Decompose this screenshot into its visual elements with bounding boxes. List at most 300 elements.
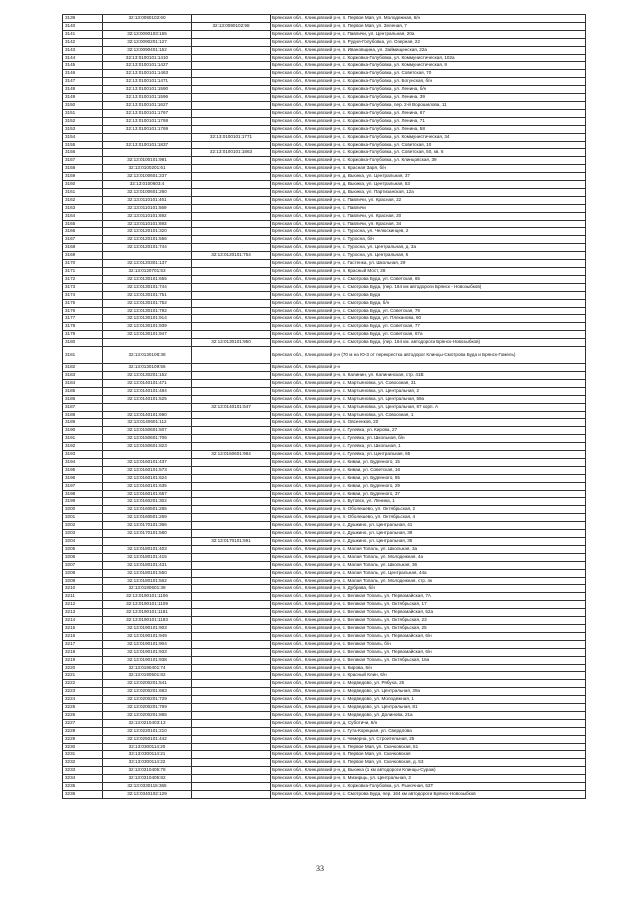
row-number-cell: 3172 [63,275,103,283]
table-row [63,46,586,54]
cadastral-number-alt-cell [192,727,271,735]
cadastral-number-cell: 32:13:0160101:437 [103,458,192,466]
table-row [63,411,586,419]
cadastral-number-cell: 32:13:0300114:20 [103,743,192,751]
row-number-cell: 3187 [63,403,103,411]
address-cell: Брянская обл., Клинцовский р-н, с. Туросна, ул. Центральная, 5 [271,252,586,260]
row-number-cell: 3235 [63,783,103,791]
cadastral-number-alt-cell [192,601,271,609]
row-number-cell: 3151 [63,109,103,117]
cadastral-number-cell [103,252,192,260]
row-number-cell: 3160 [63,181,103,189]
address-cell: Брянская обл., Клинцовский р-н, с. Душкино, ул. Центральная, 41 [271,522,586,530]
cadastral-number-cell: 32:13:0190401:74 [103,664,192,672]
table-row [63,38,586,46]
table-row [63,593,586,601]
cadastral-number-alt-cell [192,609,271,617]
cadastral-number-alt-cell: 32:13:0090102:98 [192,22,271,30]
table-row [63,561,586,569]
cadastral-number-cell: 32:13:0190101:1106 [103,593,192,601]
address-cell: Брянская обл., Клинцовский р-н, п. Ивановщина, ул. Займищенская, 22а [271,46,586,54]
row-number-cell: 3149 [63,94,103,102]
table-row [63,323,586,331]
cadastral-number-alt-cell [192,125,271,133]
row-number-cell: 3192 [63,443,103,451]
table-row [63,632,586,640]
address-cell: Брянская обл., Клинцовский р-н, с. Коржовка-Голубовка, ул. Ленина, б/н [271,86,586,94]
table-row [63,751,586,759]
address-cell: Брянская обл., Клинцовский р-н, с. Смотрова Буда [271,291,586,299]
table-row [63,86,586,94]
table-row [63,443,586,451]
table-row [63,585,586,593]
table-row [63,204,586,212]
table-row [63,451,586,459]
address-cell: Брянская обл., Клинцовский р-н, с. Коржовка-Голубовка, ул. Клинцовская, 39 [271,157,586,165]
row-number-cell: 3144 [63,54,103,62]
table-row [63,719,586,727]
table-row [63,545,586,553]
address-cell: Брянская обл., Клинцовский р-н, д. Вьюнка, ул. Партизанская, 12а [271,188,586,196]
cadastral-number-alt-cell [192,283,271,291]
cadastral-number-alt-cell [192,577,271,585]
address-cell: Брянская обл., Клинцовский р-н, с. Павличи, ул. Красная, 22 [271,196,586,204]
table-row [63,212,586,220]
table-row [63,228,586,236]
table-row [63,640,586,648]
address-cell: Брянская обл., Клинцовский р-н, с. Киваи, ул. Буденного, 37 [271,490,586,498]
cadastral-number-cell: 32:13:0120101:556 [103,236,192,244]
cadastral-number-cell: 32:13:0100101:1837 [103,141,192,149]
row-number-cell: 3195 [63,466,103,474]
row-number-cell: 3207 [63,561,103,569]
cadastral-number-alt-cell [192,109,271,117]
address-cell: Брянская обл., Клинцовский р-н, с. Мартьяновка, ул. Центральная, 67 корп. А [271,403,586,411]
row-number-cell: 3204 [63,538,103,546]
cadastral-number-alt-cell: 32:13:0150601:984 [192,451,271,459]
table-row [63,482,586,490]
cadastral-number-cell: 32:13:0090201:127 [103,38,192,46]
cadastral-number-alt-cell [192,307,271,315]
cadastral-number-alt-cell [192,522,271,530]
cadastral-number-cell: 32:13:0140601:112 [103,419,192,427]
table-row [63,236,586,244]
cadastral-number-alt-cell [192,173,271,181]
row-number-cell: 3215 [63,624,103,632]
cadastral-number-alt-cell [192,236,271,244]
address-cell: Брянская обл., Клинцовский р-н, с. Смотрова Буда, (пер. 164 км. автодороги Брянск-Новозыбков) [271,339,586,347]
row-number-cell: 3184 [63,379,103,387]
address-cell: Брянская обл., Клинцовский р-н, с. Коржовка-Голубовка, ул. Ленина, 39 [271,94,586,102]
table-row [63,617,586,625]
table-row [63,117,586,125]
cadastral-number-cell: 32:13:0190101:1109 [103,601,192,609]
cadastral-number-cell: 32:13:0130101:744 [103,283,192,291]
row-number-cell: 3185 [63,387,103,395]
cadastral-number-alt-cell [192,751,271,759]
cadastral-number-alt-cell [192,624,271,632]
cadastral-number-cell: 32:13:0180601:38 [103,585,192,593]
cadastral-number-alt-cell [192,315,271,323]
cadastral-number-cell: 32:13:0150601:706 [103,435,192,443]
cadastral-number-cell [103,22,192,30]
address-cell: Брянская обл., Клинцовский р-н, с. Туросна, б/н [271,236,586,244]
table-row [63,466,586,474]
cadastral-number-cell: 32:13:0180101:403 [103,545,192,553]
cadastral-number-cell: 32:13:0120101:320 [103,228,192,236]
table-row [63,141,586,149]
row-number-cell: 3222 [63,680,103,688]
row-number-cell: 3161 [63,188,103,196]
address-cell: Брянская обл., Клинцовский р-н, с. Коржовка-Голубовка, ул. Коммунистическая, 34 [271,133,586,141]
row-number-cell: 3153 [63,125,103,133]
table-row [63,783,586,791]
address-cell: Брянская обл., Клинцовский р-н, с. Туросна, ул. Челюскинцев, 2 [271,228,586,236]
row-number-cell: 3190 [63,427,103,435]
cadastral-number-alt-cell [192,474,271,482]
address-cell: Брянская обл., Клинцовский р-н, с. Великая Топаль, ул. Октябрьская, 17 [271,601,586,609]
cadastral-number-alt-cell: 32:13:0100101:1863 [192,149,271,157]
registry-sheet [62,14,578,799]
cadastral-number-alt-cell [192,38,271,46]
cadastral-number-cell: 32:13:0100101:1768 [103,117,192,125]
table-row [63,181,586,189]
row-number-cell: 3141 [63,30,103,38]
cadastral-number-alt-cell [192,490,271,498]
address-cell: Брянская обл., Клинцовский р-н, с. Великая Топаль, ул. Первомайская, 6/н [271,632,586,640]
row-number-cell: 3206 [63,553,103,561]
address-cell: Брянская обл., Клинцовский р-н, с. Мартьяновка, ул. Совхозная, 31 [271,379,586,387]
table-row [63,315,586,323]
row-number-cell: 3171 [63,268,103,276]
address-cell: Брянская обл., Клинцовский р-н, с. Коржовка-Голубовка, пер. 2-й Ворошилова, 11 [271,101,586,109]
cadastral-number-alt-cell [192,783,271,791]
table-row [63,22,586,30]
row-number-cell: 3140 [63,22,103,30]
address-cell: Брянская обл., Клинцовский р-н, п. Дубрава, б/н [271,585,586,593]
cadastral-number-cell: 32:13:0100601:237 [103,173,192,181]
table-row [63,387,586,395]
address-cell: Брянская обл., Клинцовский р-н, п. Мизирщь, ул. Центральная, 2 [271,775,586,783]
cadastral-number-cell: 32:13:0100101:1590 [103,86,192,94]
cadastral-number-cell [103,133,192,141]
cadastral-number-cell: 32:13:0310405:82 [103,775,192,783]
row-number-cell: 3165 [63,220,103,228]
cadastral-number-cell: 32:13:0120701:53 [103,268,192,276]
cadastral-number-alt-cell [192,569,271,577]
address-cell: Брянская обл., Клинцовский р-н, д. Вьюнка, ул. Центральная, 53 [271,181,586,189]
cadastral-number-alt-cell [192,94,271,102]
row-number-cell: 3227 [63,719,103,727]
table-row [63,220,586,228]
cadastral-number-alt-cell [192,640,271,648]
cadastral-number-alt-cell [192,443,271,451]
row-number-cell: 3197 [63,482,103,490]
cadastral-number-alt-cell [192,735,271,743]
row-number-cell: 3218 [63,648,103,656]
table-row [63,601,586,609]
cadastral-number-alt-cell [192,664,271,672]
cadastral-number-cell: 32:13:0190101:938 [103,656,192,664]
cadastral-number-cell: 32:13:0110101:693 [103,220,192,228]
cadastral-number-cell [103,339,192,347]
cadastral-number-cell: 32:13:0100101:1427 [103,62,192,70]
cadastral-number-alt-cell [192,759,271,767]
row-number-cell: 3226 [63,711,103,719]
address-cell: Брянская обл., Клинцовский р-н, п. Красный Мост, 28 [271,268,586,276]
row-number-cell: 3220 [63,664,103,672]
address-cell: Брянская обл., Клинцовский р-н, с. Туросна, ул. Центральная, д. 3а [271,244,586,252]
cadastral-number-alt-cell [192,54,271,62]
table-row [63,371,586,379]
cadastral-number-cell: 32:13:0190101:904 [103,640,192,648]
cadastral-number-cell: 32:13:0130101:947 [103,331,192,339]
cadastral-number-cell: 32:13:0150601:823 [103,443,192,451]
cadastral-number-alt-cell [192,791,271,799]
table-row [63,530,586,538]
cadastral-number-cell: 32:13:0310405:78 [103,767,192,775]
address-cell: Брянская обл., Клинцовский р-н, с. Коржовка-Голубовка, ул. Ленина, 67 [271,109,586,117]
row-number-cell: 3196 [63,474,103,482]
row-number-cell: 3191 [63,435,103,443]
address-cell: Брянская обл., Клинцовский р-н, с. Малая Топаль, ул. Школьная, 3а [271,545,586,553]
row-number-cell: 3183 [63,371,103,379]
row-number-cell: 3194 [63,458,103,466]
cadastral-number-cell: 32:13:0130101:939 [103,323,192,331]
table-row [63,648,586,656]
row-number-cell: 3139 [63,15,103,23]
cadastral-number-alt-cell [192,387,271,395]
table-row [63,54,586,62]
cadastral-number-alt-cell [192,585,271,593]
cadastral-number-alt-cell [192,165,271,173]
row-number-cell: 3174 [63,291,103,299]
table-row [63,775,586,783]
cadastral-number-alt-cell [192,617,271,625]
table-row [63,260,586,268]
table-row [63,347,586,364]
address-cell: Брянская обл., Клинцовский р-н, с. Гулевка, ул. Школьная, 1 [271,443,586,451]
cadastral-number-alt-cell [192,680,271,688]
cadastral-number-alt-cell [192,466,271,474]
table-row [63,435,586,443]
cadastral-number-cell: 32:13:0300114:21 [103,751,192,759]
address-cell: Брянская обл., Клинцовский р-н, с. Киваи, ул. Буденного, 29 [271,482,586,490]
table-row [63,252,586,260]
address-cell: Брянская обл., Клинцовский р-н, п. Красная Заря, б/н [271,165,586,173]
row-number-cell: 3162 [63,196,103,204]
cadastral-number-alt-cell [192,244,271,252]
row-number-cell: 3231 [63,751,103,759]
cadastral-number-alt-cell [192,593,271,601]
cadastral-number-alt-cell [192,672,271,680]
table-row [63,514,586,522]
row-number-cell: 3217 [63,640,103,648]
address-cell: Брянская обл., Клинцовский р-н, с. Малая Топаль, ул. Центральная, 44а [271,569,586,577]
table-row [63,538,586,546]
address-cell: Брянская обл., Клинцовский р-н, с. Смотрова Буда, (пер. 164 км автодороги Брянск - Новозыбков) [271,283,586,291]
cadastral-number-alt-cell [192,743,271,751]
cadastral-number-alt-cell [192,395,271,403]
address-cell: Брянская обл., Клинцовский р-н, с. Коржовка-Голубовка, ул. Рыночная, 53Т [271,783,586,791]
row-number-cell: 3232 [63,759,103,767]
cadastral-number-cell: 32:13:0200201:729 [103,696,192,704]
table-row [63,609,586,617]
row-number-cell: 3225 [63,704,103,712]
table-row [63,165,586,173]
cadastral-number-cell [103,538,192,546]
table-row [63,711,586,719]
table-row [63,474,586,482]
address-cell: Брянская обл., Клинцовский р-н, с. Мартьяновка, ул. Центральная, 59а [271,395,586,403]
row-number-cell: 3168 [63,244,103,252]
row-number-cell: 3150 [63,101,103,109]
cadastral-number-alt-cell [192,220,271,228]
table-row [63,569,586,577]
cadastral-number-cell: 32:13:0190101:1183 [103,617,192,625]
address-cell: Брянская обл., Клинцовский р-н, с. Коржовка-Голубовка, ул. Коммунистическая, 8 [271,62,586,70]
table-row [63,291,586,299]
cadastral-number-alt-cell [192,228,271,236]
table-row [63,767,586,775]
cadastral-number-alt-cell [192,379,271,387]
row-number-cell: 3212 [63,601,103,609]
table-row [63,506,586,514]
address-cell: Брянская обл., Клинцовский р-н, с. Красный Клин, 6/н [271,672,586,680]
row-number-cell: 3177 [63,315,103,323]
cadastral-number-cell: 32:13:0160501:269 [103,514,192,522]
table-row [63,157,586,165]
address-cell: Брянская обл., Клинцовский р-н, с. Медведово, ул. Долинова, 21а [271,711,586,719]
address-cell: Брянская обл., Клинцовский р-н, д. Вьюнка (1 км автодороги Клинцы-Сураж) [271,767,586,775]
cadastral-number-alt-cell [192,696,271,704]
address-cell: Брянская обл., Клинцовский р-н, с. Киваи, ул. Советская, 16 [271,466,586,474]
table-row [63,735,586,743]
cadastral-number-cell: 32:13:0200201:865 [103,711,192,719]
row-number-cell: 3209 [63,577,103,585]
address-cell: Брянская обл., Клинцовский р-н, с. Коржовка-Голубовка, ул. Богунская, б/н [271,78,586,86]
cadastral-number-cell: 32:13:0180101:550 [103,569,192,577]
cadastral-number-cell: 32:13:0130101:751 [103,291,192,299]
cadastral-number-alt-cell [192,688,271,696]
row-number-cell: 3219 [63,656,103,664]
row-number-cell: 3203 [63,530,103,538]
row-number-cell: 3143 [63,46,103,54]
row-number-cell: 3146 [63,70,103,78]
cadastral-number-alt-cell [192,196,271,204]
cadastral-number-cell: 32:13:0140101:525 [103,395,192,403]
row-number-cell: 3147 [63,78,103,86]
address-cell: Брянская обл., Клинцовский р-н, с. Великая Топаль, ул. Октябрьская, 25 [271,624,586,632]
row-number-cell: 3142 [63,38,103,46]
address-cell: Брянская обл., Клинцовский р-н, с. Коржовка-Голубовка, ул. Коммунистическая, 102а [271,54,586,62]
row-number-cell: 3186 [63,395,103,403]
cadastral-number-cell: 32:13:0100101:1596 [103,94,192,102]
cadastral-number-cell: 32:13:0140101:484 [103,387,192,395]
cadastral-number-cell: 32:13:0140101:690 [103,411,192,419]
row-number-cell: 3173 [63,283,103,291]
address-cell: Брянская обл., Клинцовский р-н, с. Гулевка, ул. Школьная, б/н [271,435,586,443]
row-number-cell: 3213 [63,609,103,617]
table-row [63,307,586,315]
cadastral-number-cell: 32:13:0130101:655 [103,275,192,283]
row-number-cell: 3230 [63,743,103,751]
table-row [63,173,586,181]
address-cell: Брянская обл., Клинцовский р-н, п. Первое Мая, ул. Молодежная, 6/н [271,15,586,23]
address-cell: Брянская обл., Клинцовский р-н, п. Оболешево, ул. Октябрьская, 2 [271,506,586,514]
cadastral-number-cell: 32:13:0160201:302 [103,498,192,506]
address-cell: Брянская обл., Клинцовский р-н, п. Первое Мая, ул. Скачковская, д. 53 [271,759,586,767]
row-number-cell: 3205 [63,545,103,553]
cadastral-number-alt-cell [192,530,271,538]
table-row [63,672,586,680]
cadastral-number-cell: 32:13:0190501:82 [103,672,192,680]
cadastral-number-cell: 32:13:0190101:1181 [103,609,192,617]
address-cell: Брянская обл., Клинцовский р-н, с. Медведово, ул. Молодежная, 1 [271,696,586,704]
table-row [63,268,586,276]
cadastral-number-cell [103,451,192,459]
table-row [63,299,586,307]
address-cell: Брянская обл., Клинцовский р-н, с. Смотрова Буда, ул. Советская, 67а [271,331,586,339]
table-row [63,133,586,141]
cadastral-number-alt-cell [192,364,271,372]
address-cell: Брянская обл., Клинцовский р-н, п. Оболешево, ул. Октябрьская, 4 [271,514,586,522]
table-row [63,553,586,561]
cadastral-number-cell: 32:13:0190101:949 [103,632,192,640]
address-cell: Брянская обл., Клинцовский р-н, с. Медведово, ул. Центральная, 39а [271,688,586,696]
row-number-cell: 3214 [63,617,103,625]
row-number-cell: 3182 [63,364,103,372]
table-row [63,379,586,387]
address-cell: Брянская обл., Клинцовский р-н, с. Коржовка-Голубовка, ул. Советская, 50, кв. 6 [271,149,586,157]
cadastral-number-cell: 32:13:0100603:4 [103,181,192,189]
cadastral-number-alt-cell [192,141,271,149]
address-cell: Брянская обл., Клинцовский р-н, с. Павличи, ул. Красная, 20 [271,212,586,220]
table-row [63,188,586,196]
row-number-cell: 3155 [63,141,103,149]
cadastral-number-cell: 32:13:0170101:580 [103,530,192,538]
cadastral-number-alt-cell [192,545,271,553]
address-cell: Брянская обл., Клинцовский р-н, с. Смотрова Буда, ул. Советская, 79 [271,307,586,315]
address-cell: Брянская обл., Клинцовский р-н, с. Коржовка-Голубовка, ул. Советская, 10 [271,141,586,149]
cadastral-number-alt-cell [192,656,271,664]
cadastral-number-alt-cell [192,435,271,443]
row-number-cell: 3216 [63,632,103,640]
cadastral-number-cell: 32:13:0120101:744 [103,244,192,252]
cadastral-number-alt-cell [192,86,271,94]
row-number-cell: 3229 [63,735,103,743]
address-cell: Брянская обл., Клинцовский р-н, с. Душкино, ул. Центральная, 35 [271,538,586,546]
address-cell: Брянская обл., Клинцовский р-н, с. Медведово, ул. Центральная, 81 [271,704,586,712]
cadastral-number-alt-cell [192,268,271,276]
table-row [63,419,586,427]
cadastral-number-alt-cell [192,411,271,419]
table-row [63,664,586,672]
table-row [63,125,586,133]
address-cell: Брянская обл., Клинцовский р-н, с. Великая Топаль, ул. Первомайская, 52а [271,609,586,617]
table-row [63,624,586,632]
cadastral-number-cell: 32:13:0180101:431 [103,561,192,569]
cadastral-number-alt-cell [192,632,271,640]
cadastral-number-alt-cell: 32:13:0120101:754 [192,252,271,260]
row-number-cell: 3200 [63,506,103,514]
cadastral-number-alt-cell [192,299,271,307]
cadastral-number-cell: 32:13:0100101:1471 [103,78,192,86]
cadastral-number-alt-cell [192,260,271,268]
address-cell: Брянская обл., Клинцовский р-н, п. Рудня-Голубовка, ул. Озерная, 22 [271,38,586,46]
address-cell: Брянская обл., Клинцовский р-н, д. Суботичи, 6/н [271,719,586,727]
cadastral-number-cell: 32:13:0130101:914 [103,315,192,323]
